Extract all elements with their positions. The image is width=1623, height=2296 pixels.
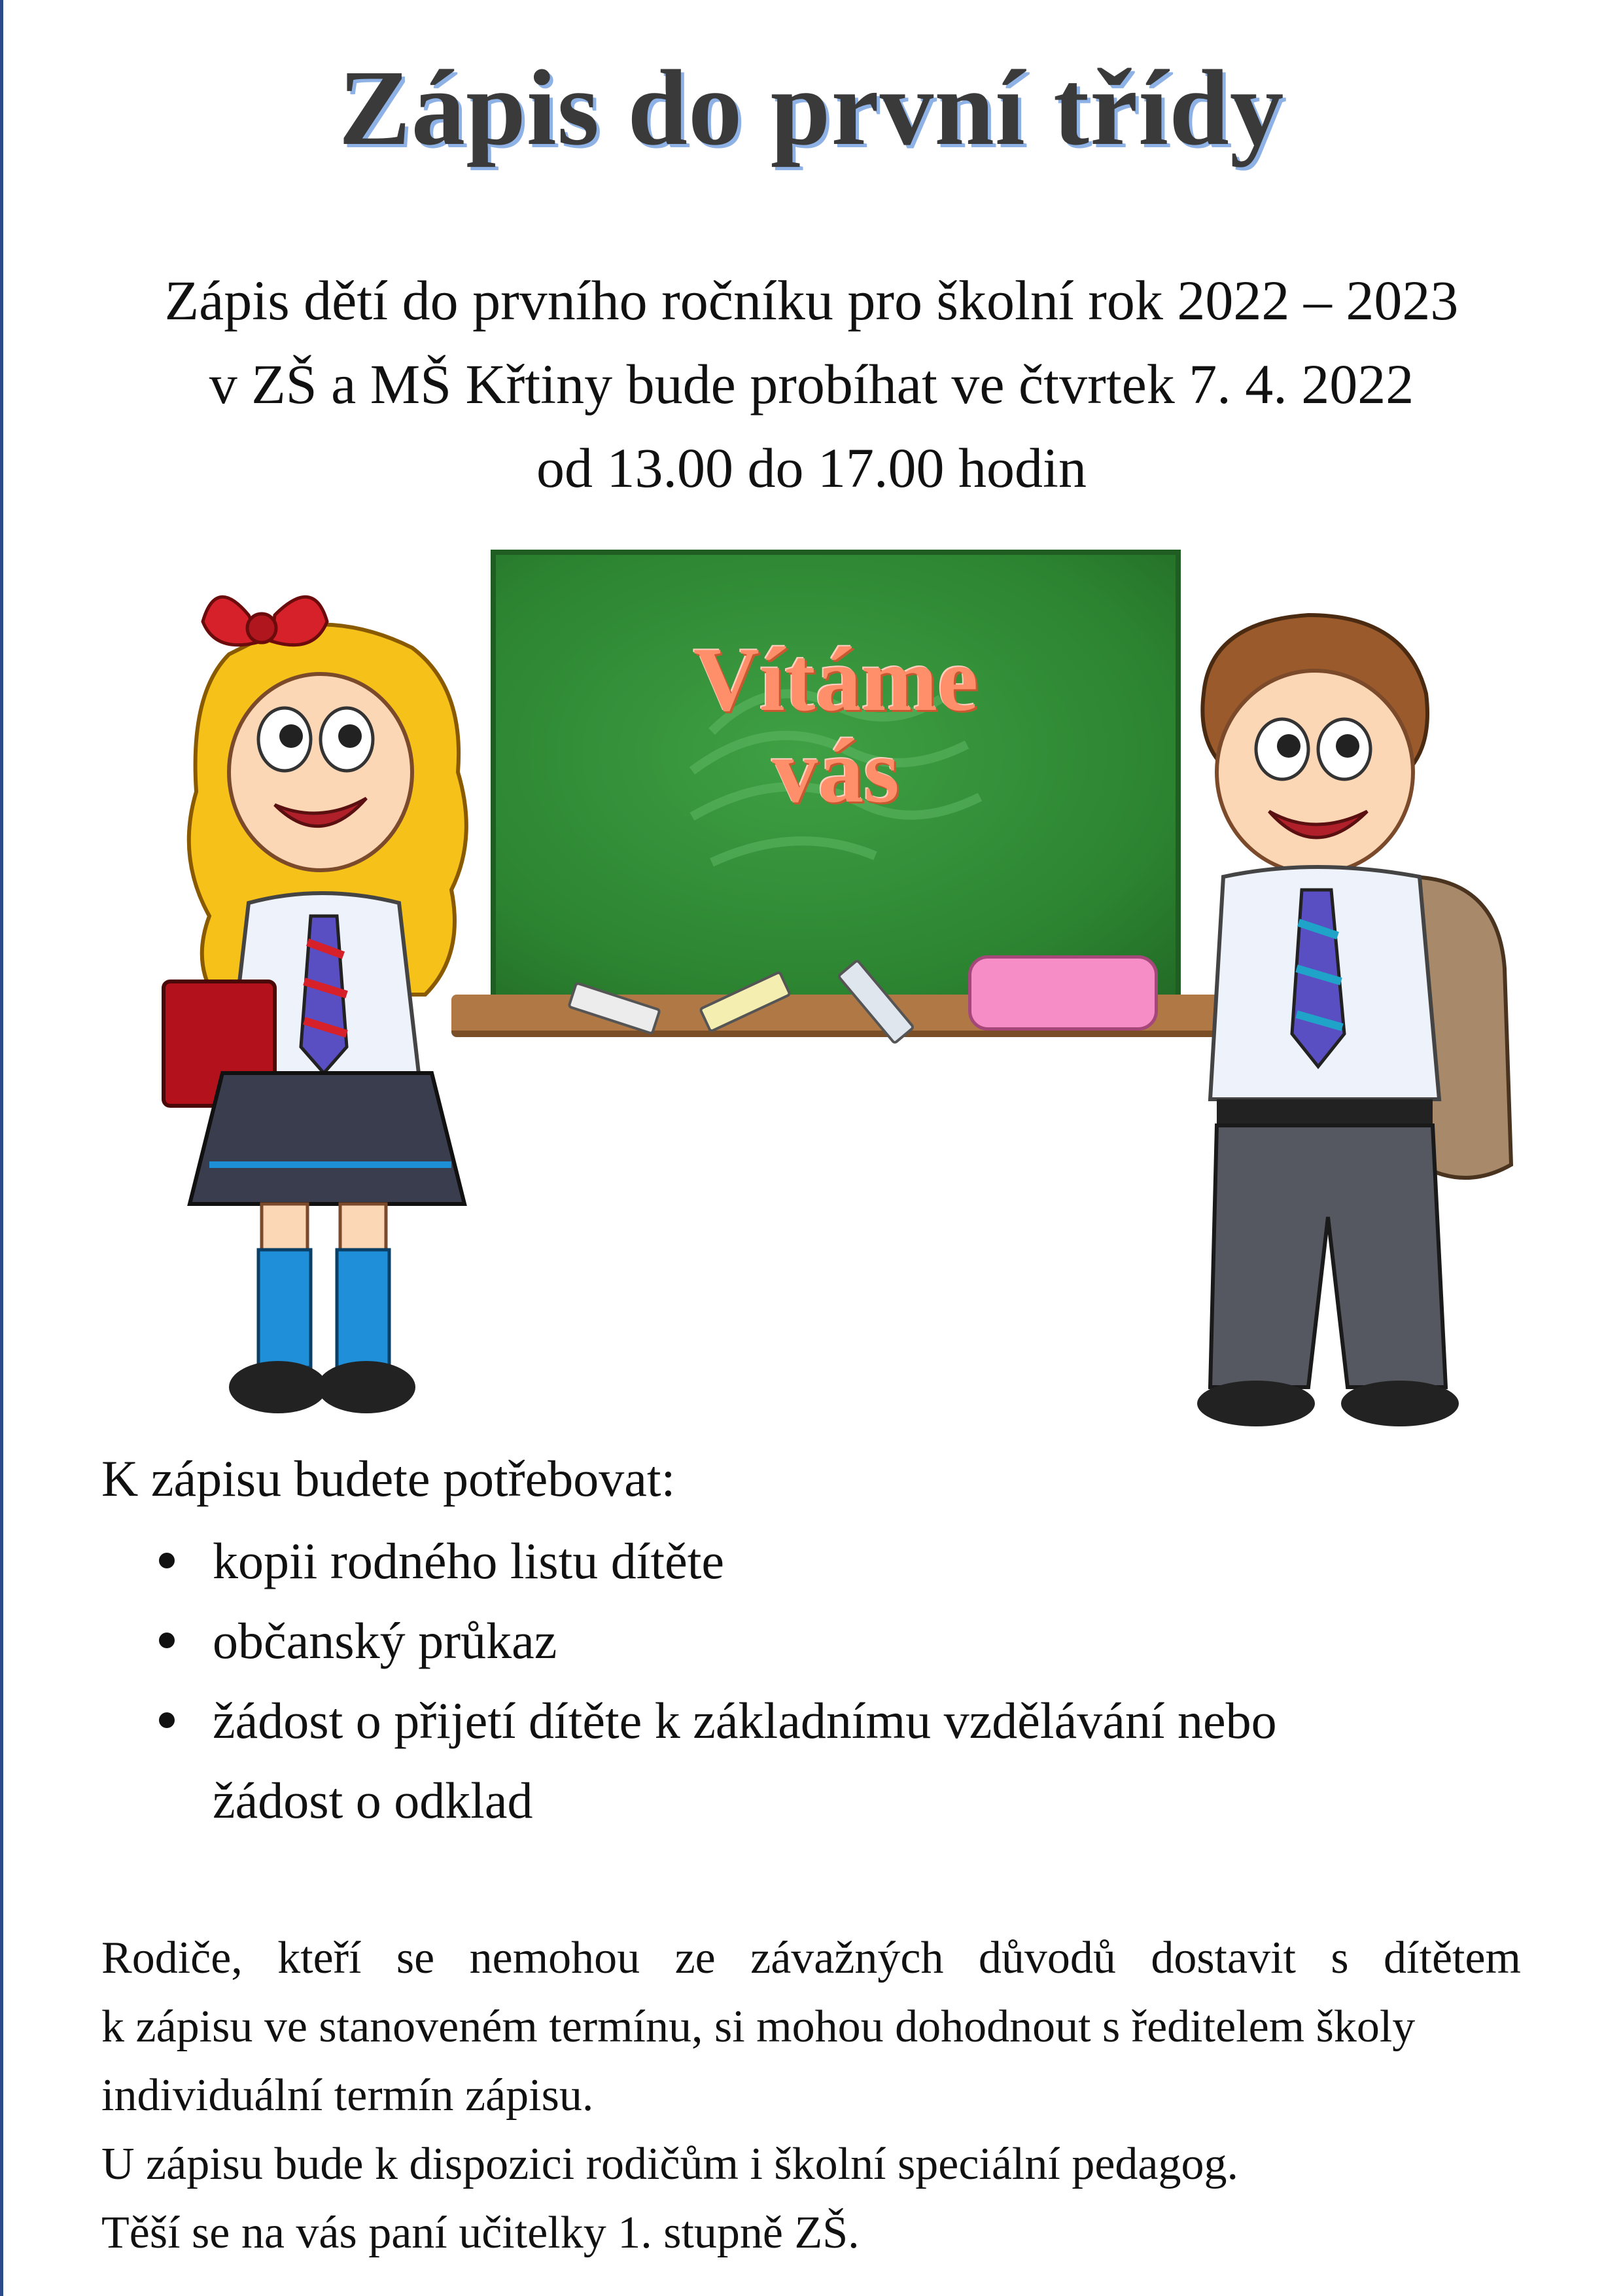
list-item-text: kopii rodného listu dítěte bbox=[213, 1532, 725, 1589]
list-item bbox=[101, 1521, 1541, 1601]
bullet-icon bbox=[159, 1633, 175, 1648]
list-item bbox=[101, 1601, 1541, 1681]
bullet-icon bbox=[159, 1553, 175, 1568]
bullet-icon bbox=[159, 1712, 175, 1728]
chalkboard bbox=[491, 550, 1181, 1001]
intro-line-2: v ZŠ a MŠ Křtiny bude probíhat ve čtvrtek 7. 4. 2022 bbox=[209, 353, 1414, 415]
list-item-text: žádost o přijetí dítěte k základnímu vzdělávání nebo bbox=[213, 1692, 1277, 1749]
sponge-icon bbox=[968, 955, 1158, 1031]
board-greeting-line-2: vás bbox=[772, 720, 899, 822]
intro-line-3: od 13.00 do 17.00 hodin bbox=[536, 436, 1087, 499]
notes-line-1: Rodiče, kteří se nemohou ze závažných důvodů dostavit s dítětem bbox=[101, 1933, 1521, 1983]
requirements-list bbox=[101, 1521, 1541, 1841]
intro-text bbox=[0, 258, 1623, 510]
list-item bbox=[101, 1681, 1541, 1841]
notes-line-4: U zápisu bude k dispozici rodičům i školní speciální pedagog. bbox=[101, 2139, 1238, 2189]
intro-line-1: Zápis dětí do prvního ročníku pro školní rok 2022 – 2023 bbox=[164, 269, 1459, 332]
page-title: Zápis do první třídy bbox=[338, 48, 1285, 168]
parent-notes bbox=[101, 1924, 1521, 2267]
list-item-text: občanský průkaz bbox=[213, 1612, 557, 1669]
notes-line-3: individuální termín zápisu. bbox=[101, 2070, 594, 2121]
notes-line-2: k zápisu ve stanoveném termínu, si mohou dohodnout s ředitelem školy bbox=[101, 2002, 1416, 2052]
list-item-text-continued: žádost o odklad bbox=[213, 1772, 533, 1829]
requirements-heading: K zápisu budete potřebovat: bbox=[101, 1450, 676, 1507]
notes-line-5: Těší se na vás paní učitelky 1. stupně ZŠ. bbox=[101, 2208, 860, 2258]
school-illustration bbox=[150, 537, 1537, 1439]
boy-illustration bbox=[1158, 602, 1537, 1426]
girl-illustration bbox=[150, 576, 517, 1439]
board-greeting-line-1: Vítáme bbox=[693, 629, 979, 730]
